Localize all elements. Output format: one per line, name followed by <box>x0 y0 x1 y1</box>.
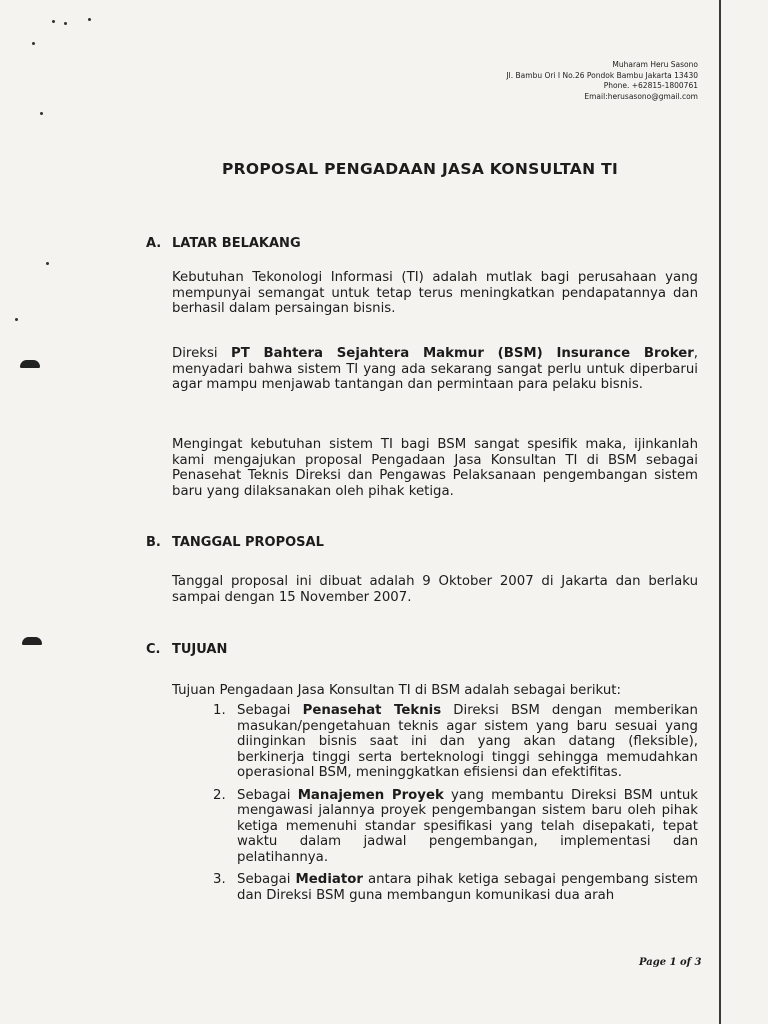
punch-hole-mark <box>22 637 42 645</box>
section-letter: A. <box>146 236 162 251</box>
scan-speck <box>15 318 18 321</box>
scan-speck <box>40 112 43 115</box>
punch-hole-mark <box>20 360 40 368</box>
sender-phone: Phone. +62815-1800761 <box>603 81 698 90</box>
section-title: TANGGAL PROPOSAL <box>172 535 324 550</box>
section-title: LATAR BELAKANG <box>172 236 301 251</box>
item-number: 3. <box>213 872 226 887</box>
list-item <box>213 788 698 866</box>
company-name: PT Bahtera Sejahtera Makmur (BSM) Insurance Broker <box>230 346 694 361</box>
text-segment: Direksi BSM dengan memberikan masukan/pengetahuan teknis agar sistem yang baru sesuai yang diinginkan bisnis saat ini dan yang akan datang (fleksible), berkinerja tinggi serta berteknologi tinggi sehingga memudahkan operasional BSM, meninggkatkan efisiensi dan efektifitas. <box>237 703 698 780</box>
item-keyword: Mediator <box>295 872 363 887</box>
sender-address: Jl. Bambu Ori I No.26 Pondok Bambu Jakarta 13430 <box>506 70 698 80</box>
scan-speck <box>64 22 67 25</box>
section-b-paragraph-1: Tanggal proposal ini dibuat adalah 9 Oktober 2007 di Jakarta dan berlaku sampai dengan 15 November 2007. <box>172 574 698 605</box>
scan-speck <box>46 262 49 265</box>
item-number: 1. <box>213 703 226 718</box>
scan-speck <box>52 20 55 23</box>
item-number: 2. <box>213 787 226 803</box>
sender-block <box>506 60 698 102</box>
list-item <box>213 872 698 903</box>
text-segment: Sebagai <box>237 787 298 803</box>
section-letter: B. <box>146 535 161 550</box>
objectives-list <box>213 703 698 910</box>
sender-email: Email:herusasono@gmail.com <box>584 91 698 101</box>
section-a-paragraph-2 <box>172 346 698 393</box>
text-segment: Sebagai <box>237 872 296 887</box>
section-title: TUJUAN <box>172 642 228 657</box>
text-segment: yang membantu Direksi BSM untuk mengawasi jalannya proyek pengembangan sistem baru oleh pihak ketiga memenuhi standar spesifikasi yang telah disepakati, tepat waktu dalam jadwal pengembangan, implementasi dan pelatihannya. <box>237 787 698 865</box>
page-edge-line <box>719 0 721 1024</box>
text-segment: Direksi <box>172 346 231 361</box>
section-c-intro: Tujuan Pengadaan Jasa Konsultan TI di BSM adalah sebagai berikut: <box>172 683 621 698</box>
section-a-paragraph-1: Kebutuhan Tekonologi Informasi (TI) adalah mutlak bagi perusahaan yang mempunyai semangat untuk tetap terus meningkatkan pendapatannya dan berhasil dalam persaingan bisnis. <box>172 270 698 316</box>
section-c-heading <box>146 642 227 657</box>
item-keyword: Manajemen Proyek <box>297 787 444 803</box>
section-letter: C. <box>146 642 161 657</box>
sender-name: Muharam Heru Sasono <box>612 60 698 69</box>
section-a-heading <box>146 236 301 251</box>
list-item <box>213 703 698 781</box>
text-segment: , menyadari bahwa sistem TI yang ada sekarang sangat perlu untuk diperbarui agar mampu menjawab tantangan dan permintaan para pelaku bisnis. <box>172 346 699 392</box>
scan-speck <box>88 18 91 21</box>
section-b-heading <box>146 535 324 550</box>
document-title: PROPOSAL PENGADAAN JASA KONSULTAN TI <box>221 160 619 178</box>
page-number: Page 1 of 3 <box>639 957 702 968</box>
text-segment: Sebagai <box>237 703 303 718</box>
text-segment: antara pihak ketiga sebagai pengembang sistem dan Direksi BSM guna membangun komunikasi dua arah <box>237 872 698 903</box>
section-a-paragraph-3: Mengingat kebutuhan sistem TI bagi BSM sangat spesifik maka, ijinkanlah kami mengajukan proposal Pengadaan Jasa Konsultan TI di BSM sebagai Penasehat Teknis Direksi dan Pengawas Pelaksanaan pengembangan sistem baru yang dilaksanakan oleh pihak ketiga. <box>172 437 698 499</box>
item-keyword: Penasehat Teknis <box>302 703 442 718</box>
scan-speck <box>32 42 35 45</box>
